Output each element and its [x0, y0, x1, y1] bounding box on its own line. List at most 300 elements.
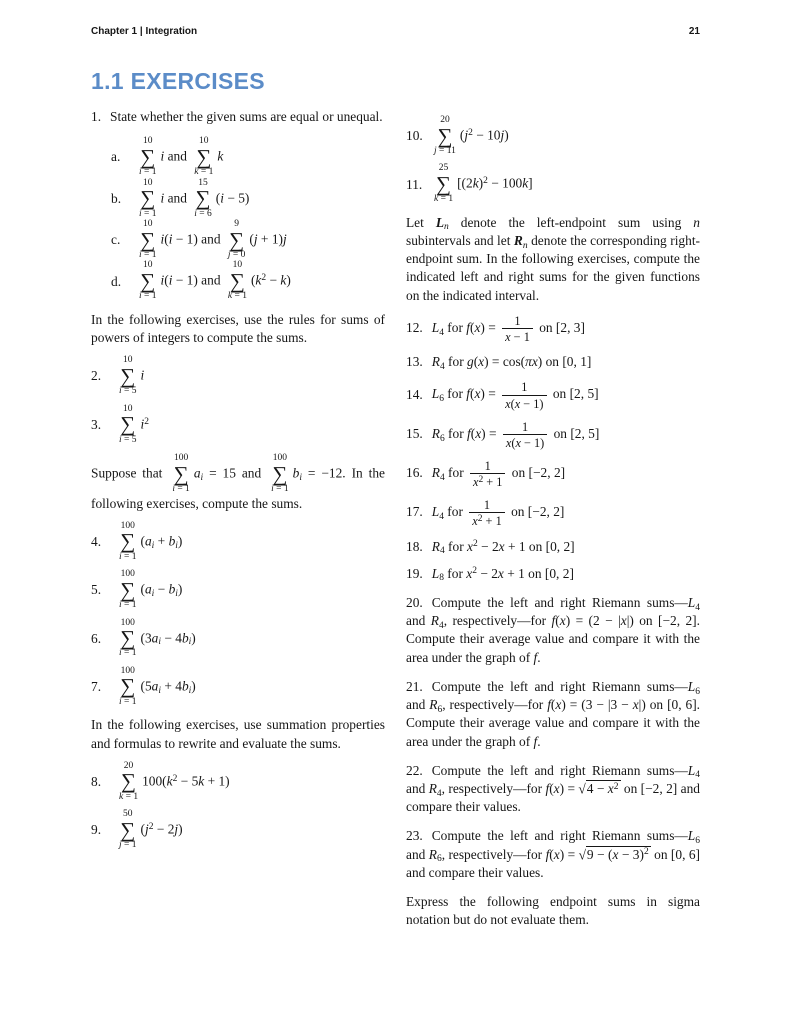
sigma-icon: ∑ — [437, 123, 453, 148]
subscript: 6 — [439, 433, 445, 444]
math-variable: x — [505, 330, 511, 345]
exercise-number: 16. — [406, 465, 423, 481]
math-variable: L — [431, 386, 440, 402]
math-variable: i — [160, 272, 165, 288]
instruction-paragraph: Suppose that 100 ∑ i = 1 $a_i = 15$ and 100 ∑ i = 1 $b_i = -12$. In the following exercises, compute the sums. — [91, 453, 386, 511]
exercise-1-part-b: b. 10 ∑ i = 1 i and 15 ∑ i = 6 (i − 5) — [111, 177, 250, 219]
subscript: 6 — [439, 394, 444, 405]
math-variable: f — [467, 425, 471, 441]
summation — [228, 220, 246, 260]
superscript: 2 — [144, 416, 149, 427]
fraction — [502, 314, 533, 344]
exercise-number: 5. — [91, 582, 102, 598]
exercise-3 — [91, 405, 385, 445]
superscript: 2 — [468, 128, 473, 139]
exercise-number: 11. — [406, 176, 423, 192]
math-variable: i — [119, 386, 122, 397]
sum-upper-limit: 10 — [143, 260, 153, 271]
exercise-number: 13. — [406, 354, 423, 370]
exercise-number: 1. — [91, 109, 102, 124]
square-root — [578, 781, 620, 796]
right-column — [406, 108, 700, 938]
exercise-number: 18. — [406, 538, 423, 554]
sum-upper-limit: 25 — [438, 163, 449, 174]
two-column-layout — [91, 108, 700, 938]
sum-upper-limit: 20 — [123, 760, 134, 771]
math-variable: a — [144, 581, 152, 597]
exercise-number: 17. — [406, 504, 423, 520]
subscript: i — [200, 473, 204, 484]
numerator: 1 — [521, 380, 528, 395]
subscript: i — [188, 685, 192, 696]
math-variable: a — [193, 465, 201, 481]
math-variable: f — [533, 649, 538, 665]
summation — [172, 454, 190, 494]
fraction — [503, 420, 547, 450]
math-variable: L — [431, 504, 440, 520]
superscript: 2 — [478, 474, 484, 485]
exercise-number: 12. — [406, 320, 423, 336]
math-variable: f — [533, 733, 538, 749]
math-variable: R — [430, 613, 439, 629]
math-variable: f — [551, 613, 556, 629]
math-variable: x — [498, 538, 505, 554]
math-variable: f — [466, 386, 470, 402]
math-variable: i — [160, 148, 165, 164]
fraction — [469, 498, 504, 528]
math-variable: i — [172, 484, 175, 494]
exercise-number: 15. — [406, 425, 423, 441]
sum-upper-limit: 100 — [173, 453, 189, 464]
math-variable: i — [139, 167, 142, 178]
superscript: 2 — [643, 847, 649, 858]
sigma-icon: ∑ — [436, 171, 452, 196]
summation — [119, 356, 137, 396]
radicand: $4 - x^2$ — [586, 780, 619, 796]
math-variable: j — [434, 145, 437, 156]
math-variable: b — [168, 581, 176, 597]
math-variable: i — [119, 648, 122, 659]
subscript: i — [151, 540, 155, 551]
exercise-18: 18. $R_4$ for $x^2 - 2x + 1$ on [0, 2] — [406, 538, 575, 557]
math-variable: L — [687, 828, 696, 844]
math-variable: πx — [525, 354, 538, 370]
sigma-icon: ∑ — [120, 412, 136, 437]
sum-upper-limit: 100 — [120, 617, 135, 628]
math-variable: L — [435, 214, 445, 230]
math-variable: x — [515, 435, 521, 450]
denominator: $x^2 + 1$ — [469, 512, 504, 528]
sum-upper-limit: 9 — [234, 219, 239, 230]
exercise-number: 4. — [91, 533, 102, 549]
numerator: 1 — [521, 419, 529, 434]
summation — [194, 179, 212, 219]
math-variable: k — [472, 175, 479, 191]
math-variable: x — [505, 396, 511, 411]
fraction — [502, 380, 546, 410]
sum-upper-limit: 100 — [120, 520, 135, 531]
math-variable: k — [434, 194, 439, 205]
exercise-23: 23. Compute the left and right Riemann $sums—L_6$ and $R_6$, respectively—for $f(x) = √9 - (x - 3)^2$ on [0, 6] and compare their values. — [406, 828, 701, 880]
summation — [119, 405, 137, 445]
math-variable: x — [472, 514, 478, 529]
math-variable: k — [280, 272, 287, 288]
sum-lower-limit: i = 6 — [194, 208, 212, 219]
subscript: 4 — [695, 602, 700, 613]
math-variable: x — [632, 697, 639, 713]
sigma-icon: ∑ — [120, 577, 136, 602]
subscript: 6 — [695, 686, 700, 697]
subscript: 4 — [695, 770, 700, 781]
math-variable: R — [429, 697, 438, 713]
subscript: n — [444, 222, 449, 233]
sigma-icon: ∑ — [120, 529, 136, 554]
math-variable: x — [475, 425, 482, 441]
math-variable: L — [431, 565, 440, 581]
sum-lower-limit: i = 1 — [172, 484, 190, 494]
subscript: i — [299, 473, 302, 484]
sum-lower-limit: i = 1 — [119, 648, 137, 659]
superscript: 2 — [477, 514, 483, 525]
superscript: 2 — [483, 176, 488, 187]
exercise-17: 17. $L_4$ for $\frac{1}{x^2 + 1}$ on [−2, 2] — [406, 498, 565, 529]
exercise-2 — [91, 356, 385, 396]
summation — [434, 164, 453, 204]
math-variable: j — [464, 127, 469, 143]
sigma-icon: ∑ — [173, 461, 189, 486]
math-variable: g — [467, 354, 474, 370]
sum-lower-limit: i = 1 — [119, 696, 137, 707]
sum-lower-limit: i = 1 — [119, 551, 137, 562]
math-variable: i — [139, 208, 142, 219]
subscript: i — [188, 637, 192, 648]
sum-lower-limit: i = 1 — [139, 291, 157, 302]
superscript: 2 — [613, 781, 619, 792]
superscript: 2 — [261, 273, 267, 284]
page-title: 1.1 EXERCISES — [91, 68, 265, 94]
superscript: 2 — [472, 539, 478, 550]
math-variable: k — [198, 773, 205, 789]
fraction — [470, 459, 505, 489]
exercise-21: 21. Compute the left and right Riemann $sums—L_6$ and $R_6$, respectively—for f(x) = (3 − |3 − x|) on [0, 6]. Compute their average value and compare it with the area under the graph of f. — [406, 678, 701, 749]
math-variable: i — [119, 434, 122, 445]
math-variable: x — [497, 565, 504, 581]
math-variable: a — [151, 629, 159, 645]
superscript: 2 — [472, 566, 477, 577]
math-variable: L — [687, 762, 696, 778]
sum-lower-limit: i = 5 — [119, 434, 137, 445]
math-variable: j — [227, 249, 231, 260]
sum-lower-limit: k = 1 — [119, 791, 139, 802]
math-variable: a — [151, 678, 159, 694]
exercise-number: 23. — [406, 828, 423, 844]
denominator: x(x − 1) — [502, 395, 546, 411]
exercise-9: 9. 50 ∑ j = 1 $(j^2 - 2j)$ — [91, 809, 183, 851]
part-label: b. — [111, 190, 122, 206]
math-variable: x — [474, 320, 481, 336]
math-variable: k — [522, 175, 529, 191]
math-variable: x — [478, 354, 485, 370]
math-variable: f — [545, 846, 550, 862]
exercise-16: 16. $R_4$ for $\frac{1}{x^2 + 1}$ on [−2, 2] — [406, 458, 566, 490]
exercise-4: 4. 100 ∑ i = 1 $(a_i + b_i)$ — [91, 520, 183, 562]
sum-upper-limit: 10 — [143, 136, 153, 147]
exercise-14: 14. $L_6$ for f(x) = $\frac{1}{x(x - 1)}$ on [2, 5] — [406, 380, 599, 411]
sigma-icon: ∑ — [196, 144, 212, 169]
denominator: x − 1 — [502, 328, 533, 344]
superscript: 2 — [172, 773, 178, 784]
math-variable: x — [473, 475, 479, 490]
math-variable: L — [687, 594, 696, 610]
exercise-1-part-a: a. 10 ∑ i = 1 i and 10 ∑ k = 1 k — [111, 136, 224, 178]
summation — [119, 619, 137, 659]
numerator: 1 — [483, 498, 491, 513]
sum-lower-limit: i = 1 — [139, 167, 157, 178]
exercise-19: 19. $L_8$ for $x^2 - 2x + 1$ on [0, 2] — [406, 565, 574, 584]
radical-icon: √ — [578, 847, 586, 863]
math-variable: f — [547, 697, 551, 713]
exercise-1-part-c: c. 10 ∑ i = 1 i(i − 1) and 9 ∑ j = 0 (j + 1)j — [111, 219, 287, 260]
sum-upper-limit: 100 — [120, 569, 135, 580]
subscript: i — [175, 589, 178, 600]
subscript: 4 — [439, 361, 445, 372]
math-variable: x — [514, 396, 521, 411]
sum-upper-limit: 10 — [143, 177, 153, 188]
radical-icon: √ — [578, 781, 586, 797]
math-variable: f — [466, 320, 470, 336]
subscript: i — [175, 540, 178, 551]
summation — [139, 179, 157, 219]
math-variable: x — [607, 780, 614, 796]
part-label: c. — [111, 232, 121, 248]
exercise-13: 13. $R_4$ for g(x) = cos(πx) on [0, 1] — [406, 354, 592, 372]
sigma-icon: ∑ — [120, 674, 136, 699]
sum-upper-limit: 15 — [198, 177, 208, 188]
summation — [119, 522, 137, 562]
math-variable: R — [513, 233, 523, 249]
math-variable: x — [505, 435, 512, 450]
sum-lower-limit: i = 1 — [139, 208, 157, 219]
superscript: 2 — [148, 822, 154, 833]
math-variable: x — [620, 613, 627, 629]
math-variable: b — [168, 533, 176, 548]
radicand: $9 - (x - 3)^2$ — [586, 846, 649, 862]
sigma-icon: ∑ — [195, 186, 211, 211]
denominator: $x^2 + 1$ — [470, 473, 505, 489]
math-variable: i — [139, 249, 142, 260]
summation — [119, 810, 137, 850]
math-variable: j — [144, 821, 149, 837]
sum-upper-limit: 100 — [272, 453, 287, 464]
sum-lower-limit: i = 1 — [139, 249, 157, 260]
math-variable: x — [466, 565, 473, 581]
math-variable: i — [119, 551, 122, 562]
math-variable: x — [467, 538, 473, 554]
math-variable: i — [271, 484, 274, 494]
subscript: 4 — [438, 620, 444, 631]
exercise-5: 5. 100 ∑ i = 1 $(a_i - b_i)$ — [91, 569, 183, 611]
math-variable: i — [194, 208, 197, 219]
sum-upper-limit: 10 — [143, 219, 153, 230]
math-variable: a — [144, 533, 152, 548]
math-variable: k — [166, 773, 173, 789]
math-variable: x — [474, 386, 481, 402]
exercise-20: 20. Compute the left and right Riemann $sums—L_4$ and $R_4$, respectively—for f(x) = (2 − |x|) on [−2, 2]. Compute their average value and compare it with the area under the graph of f. — [406, 594, 700, 665]
square-root — [579, 847, 651, 862]
exercise-number: 10. — [406, 128, 423, 144]
math-variable: x — [612, 846, 619, 862]
subscript: 4 — [439, 327, 444, 338]
sum-lower-limit: j = 1 — [119, 840, 137, 851]
math-variable: k — [217, 148, 224, 164]
math-variable: R — [431, 465, 440, 481]
subscript: 4 — [439, 472, 445, 483]
numerator: 1 — [484, 458, 491, 473]
exercise-15: 15. $R_6$ for f(x) = $\frac{1}{x(x - 1)}$ on [2, 5] — [406, 419, 600, 450]
sigma-icon: ∑ — [120, 817, 136, 842]
exercise-number: 19. — [406, 565, 423, 581]
math-variable: b — [181, 629, 189, 645]
math-variable: i — [140, 367, 145, 383]
math-variable: x — [553, 846, 560, 862]
math-variable: j — [253, 231, 258, 247]
exercise-10: 10. 20 ∑ j = 11 $(j^2 - 10j)$ — [406, 115, 509, 156]
page-number: 21 — [688, 26, 700, 37]
exercise-number: 2. — [91, 368, 102, 384]
summation — [119, 667, 137, 707]
summation — [194, 137, 213, 177]
subscript: 6 — [695, 836, 700, 847]
math-variable: L — [687, 678, 696, 694]
sum-upper-limit: 10 — [232, 260, 243, 271]
part-label: d. — [111, 273, 122, 289]
page-header — [91, 26, 700, 37]
subscript: 6 — [437, 704, 443, 715]
math-variable: x — [553, 780, 560, 796]
sum-lower-limit: i = 5 — [119, 386, 137, 397]
math-variable: i — [168, 231, 173, 247]
math-variable: k — [194, 167, 199, 178]
exercise-number: 9. — [91, 822, 102, 838]
sigma-icon: ∑ — [140, 268, 156, 293]
subscript: n — [522, 240, 528, 251]
exercise-6: 6. 100 ∑ i = 1 $(3a_i - 4b_i)$ — [91, 617, 196, 659]
math-variable: R — [431, 425, 440, 441]
sum-lower-limit: j = 0 — [227, 249, 246, 260]
exercise-22: 22. Compute the left and right Riemann $sums—L_4$ and $R_4$, respectively—for $f(x) = √4 - x^2$ on [−2, 2] and compare their values. — [406, 762, 700, 815]
subscript: i — [158, 637, 161, 648]
sigma-icon: ∑ — [140, 144, 156, 169]
instruction-paragraph: Let $L_n$ denote the left-endpoint sum using n subintervals and let $R_n$ denote the corresponding right-endpoint sum. In the following exercises, compute the indicated left and right sums for the given functions on the indicated interval. — [406, 214, 700, 303]
math-variable: i — [168, 272, 173, 288]
math-variable: b — [292, 465, 300, 481]
exercise-number: 8. — [91, 773, 102, 789]
instruction-paragraph: Express the following endpoint sums in sigma notation but do not evaluate them. — [406, 894, 700, 928]
math-variable: R — [431, 354, 440, 370]
subscript: i — [151, 589, 155, 600]
summation — [228, 261, 247, 301]
subscript: 6 — [436, 854, 442, 865]
denominator: x(x − 1) — [503, 434, 547, 450]
part-label: a. — [111, 149, 121, 165]
summation — [271, 454, 289, 494]
math-variable: f — [545, 780, 550, 796]
sum-upper-limit: 10 — [199, 136, 209, 147]
math-variable: k — [227, 291, 233, 302]
sum-upper-limit: 10 — [123, 355, 133, 366]
sum-upper-limit: 50 — [123, 809, 133, 820]
sum-upper-limit: 10 — [123, 403, 133, 414]
exercise-1-part-d: d. 10 ∑ i = 1 i(i − 1) and 10 ∑ k = 1 $(k^2 - k)$ — [111, 260, 291, 302]
numerator: 1 — [514, 313, 521, 328]
math-variable: j — [282, 231, 287, 247]
math-variable: i — [119, 600, 122, 611]
math-variable: R — [431, 538, 440, 554]
exercise-8: 8. 20 ∑ k = 1 $100(k^2 - 5k + 1)$ — [91, 760, 230, 802]
math-variable: i — [220, 189, 224, 205]
sum-lower-limit: j = 11 — [434, 145, 456, 156]
left-column — [91, 108, 385, 938]
summation — [139, 220, 157, 260]
subscript: i — [158, 685, 161, 696]
sum-lower-limit: k = 1 — [227, 291, 247, 302]
exercise-number: 14. — [406, 386, 423, 402]
math-variable: i — [140, 415, 145, 431]
summation — [119, 762, 138, 802]
math-variable: L — [431, 320, 440, 336]
math-variable: i — [119, 696, 122, 707]
subscript: 4 — [439, 546, 445, 557]
exercise-12: 12. $L_4$ for f(x) = $\frac{1}{x - 1}$ on [2, 3] — [406, 313, 585, 345]
math-variable: j — [119, 840, 122, 851]
sum-upper-limit: 20 — [440, 115, 450, 125]
math-variable: R — [428, 780, 437, 796]
math-variable: k — [255, 272, 262, 288]
sum-lower-limit: i = 1 — [119, 600, 137, 611]
sigma-icon: ∑ — [120, 363, 136, 388]
exercise-7: 7. 100 ∑ i = 1 $(5a_i + 4b_i)$ — [91, 665, 196, 707]
math-variable: i — [160, 231, 165, 247]
exercise-number: 6. — [91, 630, 102, 646]
subscript: 4 — [439, 512, 444, 523]
sum-lower-limit: k = 1 — [194, 167, 214, 178]
math-variable: k — [119, 791, 124, 802]
running-head: Chapter 1 | Integration — [91, 26, 198, 37]
instruction-paragraph: In the following exercises, use the rules for sums of powers of integers to compute the sums. — [91, 311, 385, 346]
math-variable: j — [174, 821, 179, 837]
exercise-number: 21. — [406, 678, 423, 694]
sigma-icon: ∑ — [229, 268, 245, 293]
exercise-11: 11. 25 ∑ k = 1 $[(2k)^2 - 100k]$ — [406, 163, 533, 205]
math-variable: n — [693, 214, 700, 230]
sigma-icon: ∑ — [121, 769, 137, 794]
math-variable: b — [181, 678, 189, 694]
summation — [139, 261, 157, 301]
exercise-number: 22. — [406, 762, 423, 778]
sigma-icon: ∑ — [140, 227, 156, 252]
exercise-number: 3. — [91, 416, 102, 432]
sum-lower-limit: k = 1 — [434, 194, 454, 205]
sigma-icon: ∑ — [120, 626, 136, 651]
math-variable: j — [500, 127, 505, 143]
subscript: 8 — [439, 573, 444, 584]
math-variable: i — [160, 189, 165, 205]
math-variable: i — [139, 291, 142, 302]
sum-lower-limit: i = 1 — [271, 484, 289, 494]
sigma-icon: ∑ — [229, 227, 245, 252]
math-variable: x — [559, 613, 566, 629]
sigma-icon: ∑ — [272, 461, 288, 486]
